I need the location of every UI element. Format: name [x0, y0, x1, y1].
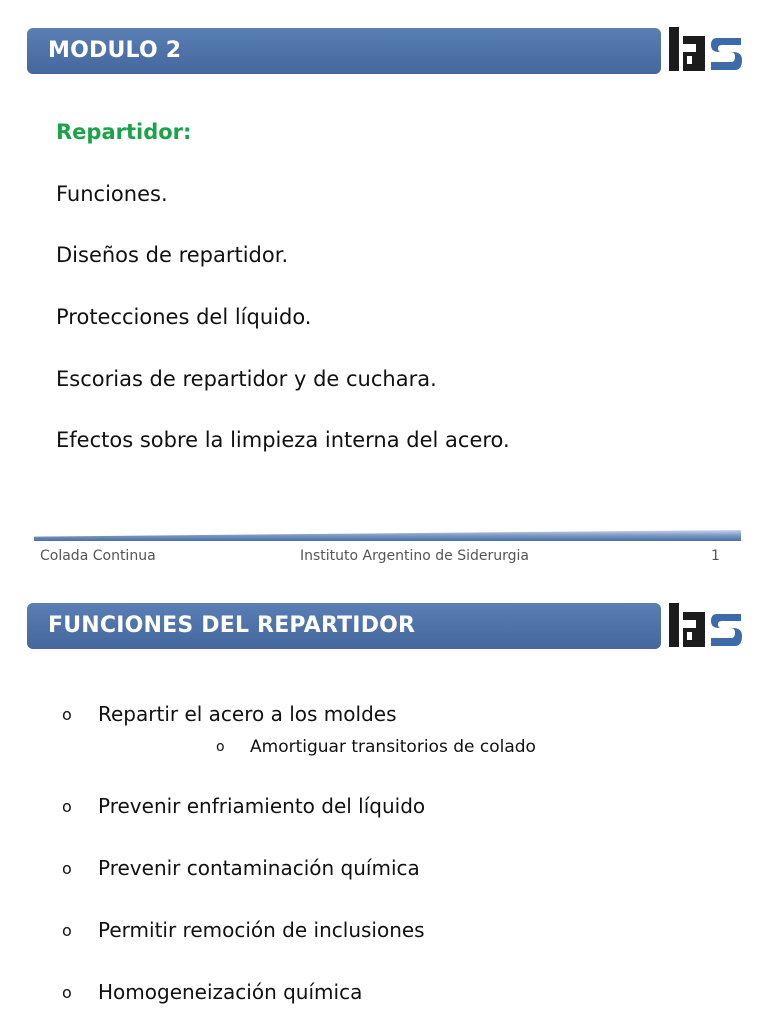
topic-item: Protecciones del líquido.	[56, 305, 312, 329]
footer-institute: Instituto Argentino de Siderurgia	[300, 548, 529, 564]
footer-page-number: 1	[711, 548, 720, 564]
section-subtitle: Repartidor:	[56, 120, 192, 144]
bullet-item	[62, 980, 362, 1004]
slide-title-bar: FUNCIONES DEL REPARTIDOR	[27, 603, 661, 649]
bullet-item	[62, 856, 420, 880]
bullet-mark: o	[62, 705, 72, 724]
topic-item: Escorias de repartidor y de cuchara.	[56, 367, 437, 391]
bullet-mark: o	[62, 859, 72, 878]
bullet-text: Prevenir enfriamiento del líquido	[98, 794, 426, 818]
sub-bullet-item	[216, 737, 536, 757]
topic-item: Funciones.	[56, 182, 168, 206]
bullet-text: Repartir el acero a los moldes	[98, 702, 397, 726]
bullet-item	[62, 918, 425, 942]
bullet-item	[62, 702, 397, 726]
footer-course: Colada Continua	[40, 548, 156, 564]
ias-logo-icon	[669, 600, 743, 650]
topic-item: Efectos sobre la limpieza interna del acero.	[56, 428, 510, 452]
bullet-text: Prevenir contaminación química	[98, 856, 420, 880]
bullet-mark: o	[216, 739, 225, 755]
bullet-item	[62, 794, 425, 818]
topic-item: Diseños de repartidor.	[56, 243, 289, 267]
bullet-text: Amortiguar transitorios de colado	[250, 737, 536, 757]
bullet-text: Homogeneización química	[98, 980, 363, 1004]
slide-title-bar: MODULO 2	[27, 28, 661, 74]
bullet-text: Permitir remoción de inclusiones	[98, 918, 425, 942]
footer-divider	[34, 530, 741, 541]
bullet-mark: o	[62, 797, 72, 816]
slide-2	[0, 580, 768, 1024]
bullet-mark: o	[62, 983, 72, 1002]
bullet-mark: o	[62, 921, 72, 940]
ias-logo-icon	[669, 24, 743, 74]
